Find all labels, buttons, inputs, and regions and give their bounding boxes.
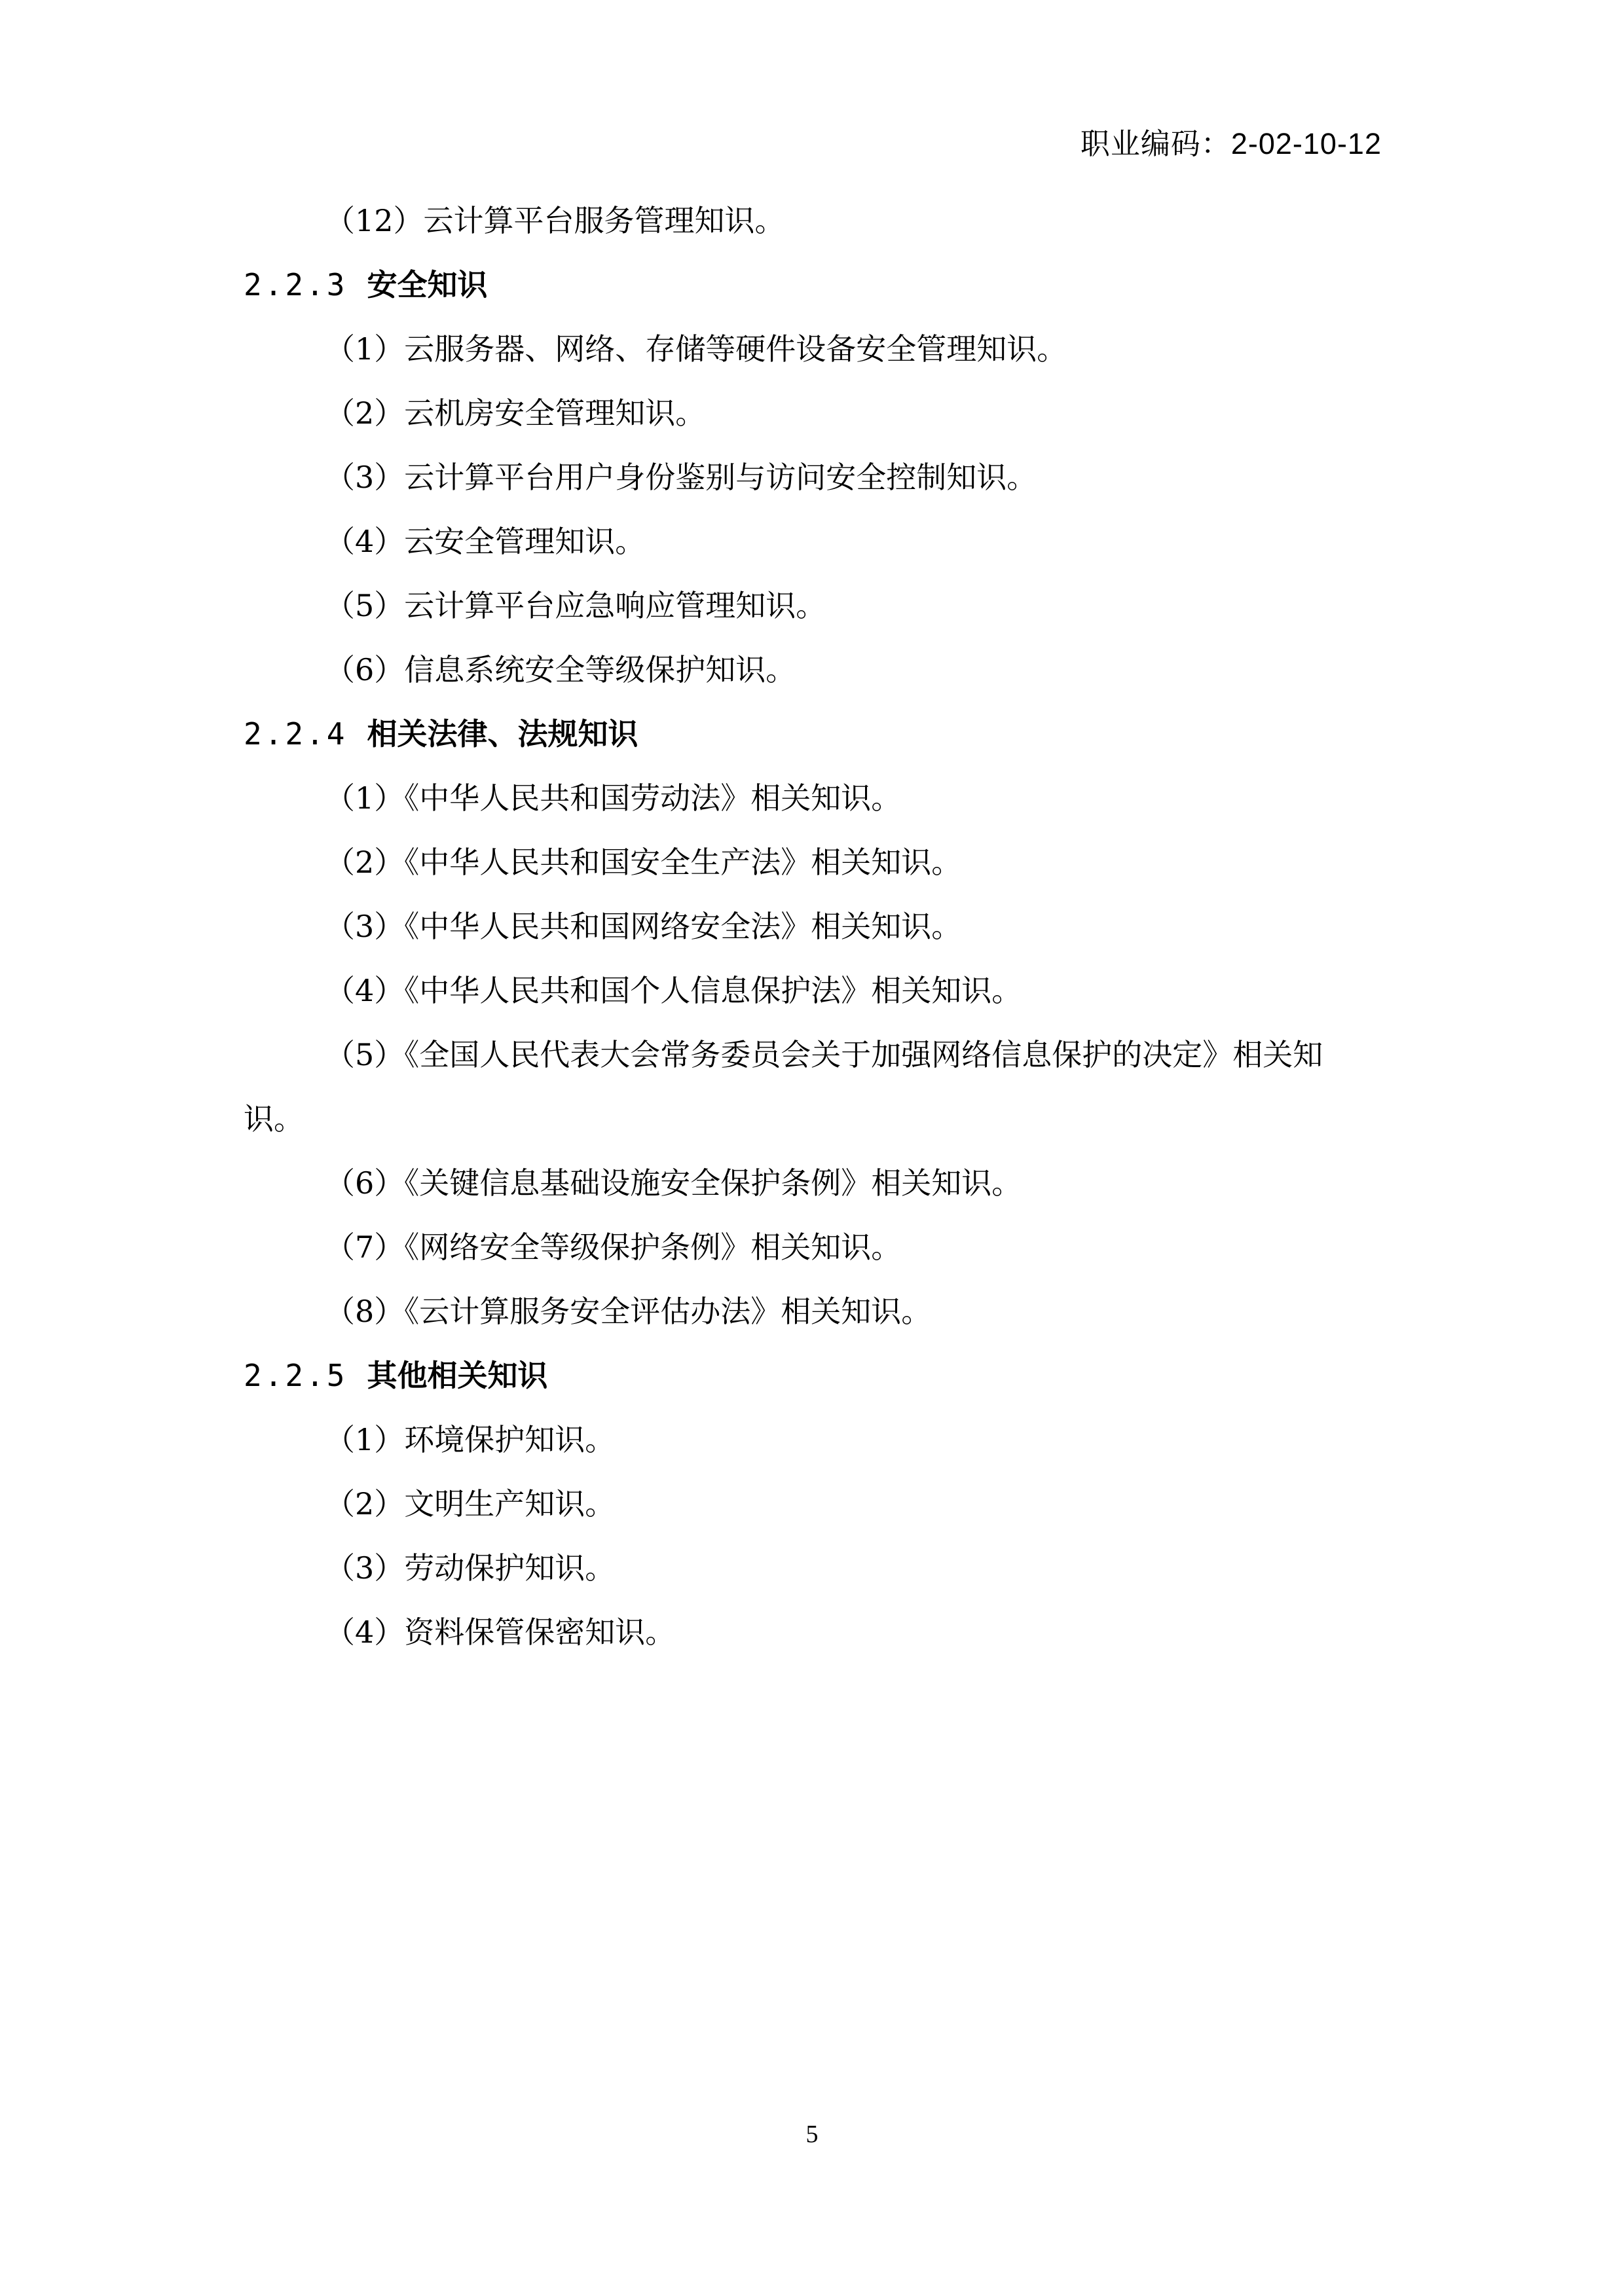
occupation-code: 职业编码：2-02-10-12 [1080, 127, 1382, 160]
section-title: 相关法律、法规知识 [367, 716, 638, 752]
document-body [244, 204, 1382, 1680]
list-item: （4）《中华人民共和国个人信息保护法》相关知识。 [325, 973, 1022, 1008]
list-item: （6）信息系统安全等级保护知识。 [325, 652, 796, 687]
list-item: （2）云机房安全管理知识。 [325, 395, 706, 431]
list-item: （12）云计算平台服务管理知识。 [325, 203, 785, 238]
section-number: 2.2.3 [244, 267, 348, 302]
list-item: （1）《中华人民共和国劳动法》相关知识。 [325, 780, 902, 816]
list-item: （6）《关键信息基础设施安全保护条例》相关知识。 [325, 1165, 1022, 1201]
list-item: （3）云计算平台用户身份鉴别与访问安全控制知识。 [325, 460, 1037, 495]
list-item: （2）文明生产知识。 [325, 1486, 616, 1522]
page-number: 5 [805, 2121, 819, 2148]
list-item: （1）云服务器、网络、存储等硬件设备安全管理知识。 [325, 331, 1067, 367]
section-heading-2-2-4 [244, 718, 1382, 750]
section-number: 2.2.5 [244, 1358, 348, 1393]
section-title: 其他相关知识 [367, 1358, 548, 1393]
list-item: （3）劳动保护知识。 [325, 1550, 616, 1586]
list-item: （1）环境保护知识。 [325, 1422, 616, 1457]
list-item-wrapped-line-2: 识。 [244, 1101, 304, 1137]
list-item: （8）《云计算服务安全评估办法》相关知识。 [325, 1294, 932, 1329]
section-heading-2-2-3 [244, 268, 1382, 301]
list-item-wrapped-line-1: （5）《全国人民代表大会常务委员会关于加强网络信息保护的决定》相关知 [325, 1037, 1323, 1072]
list-item: （3）《中华人民共和国网络安全法》相关知识。 [325, 909, 962, 944]
section-heading-2-2-5 [244, 1359, 1382, 1392]
list-item: （4）资料保管保密知识。 [325, 1614, 676, 1650]
list-item: （7）《网络安全等级保护条例》相关知识。 [325, 1230, 902, 1265]
list-item: （2）《中华人民共和国安全生产法》相关知识。 [325, 845, 962, 880]
section-number: 2.2.4 [244, 716, 348, 752]
list-item: （5）云计算平台应急响应管理知识。 [325, 588, 826, 623]
list-item: （4）云安全管理知识。 [325, 524, 646, 559]
section-title: 安全知识 [367, 267, 488, 302]
